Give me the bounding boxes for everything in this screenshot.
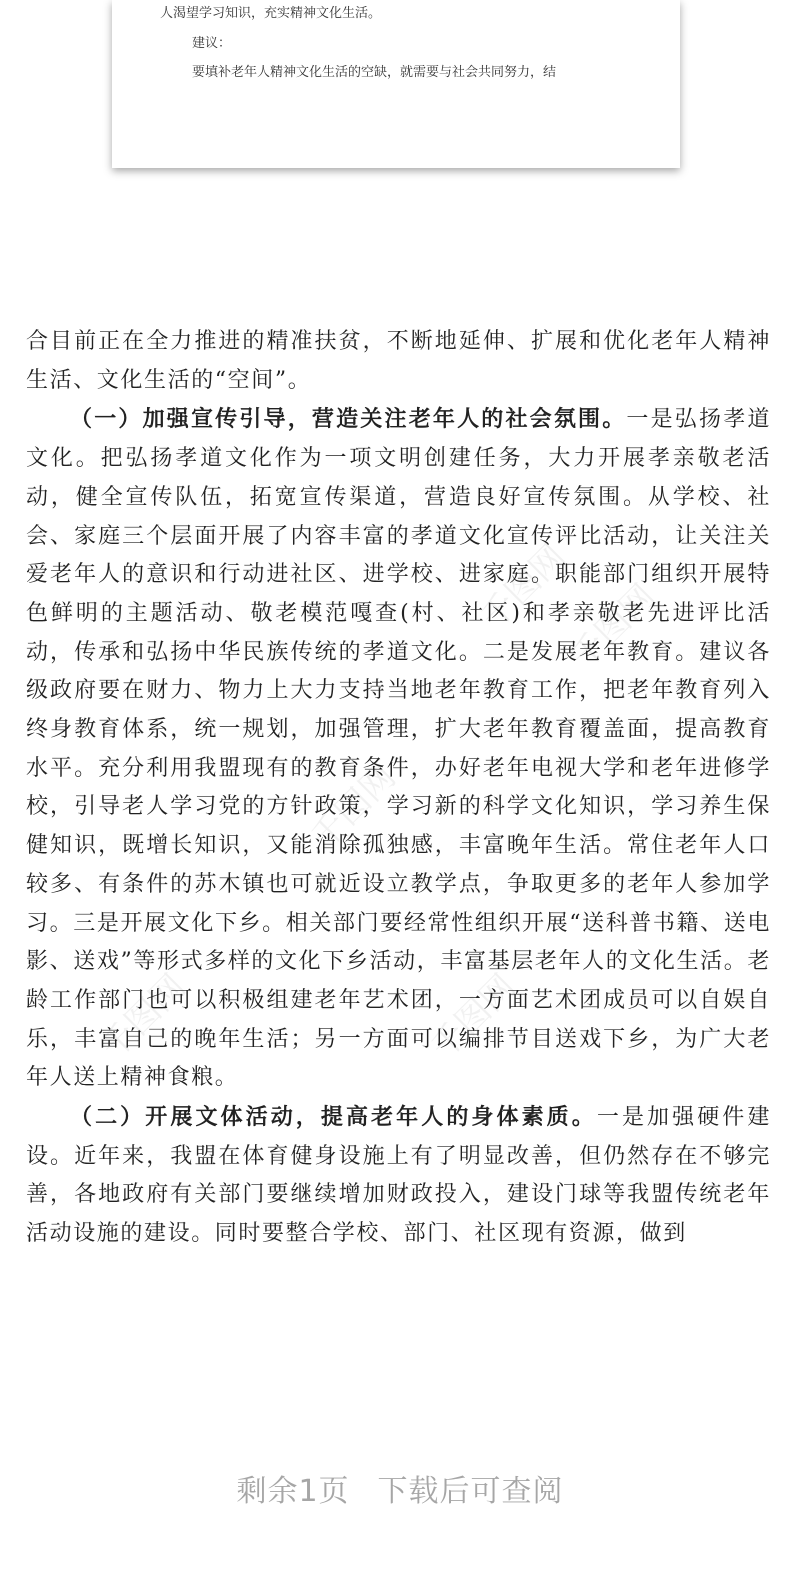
- paragraph-text: 一是加强硬件建设。近年来，我盟在体育健身设施上有了明显改善，但仍然存在不够完善，各地政府有关部门要继续增加财政投入，建设门球等我盟传统老年活动设施的建设。同时要整合学校、部门、社区现有资源，做到: [26, 1105, 771, 1247]
- watermark-logo: 千图网: [473, 536, 574, 638]
- preview-line: 人渴望学习知识，充实精神文化生活。: [160, 6, 382, 21]
- document-paragraph: [26, 1098, 771, 1254]
- remaining-pages-label: 剩余1页: [236, 1474, 350, 1509]
- document-paragraph: 合目前正在全力推进的精准扶贫，不断地延伸、扩展和优化老年人精神生活、文化生活的“空间”。: [26, 329, 771, 393]
- watermark-logo: 千图网: [423, 966, 524, 1068]
- preview-line: 建议：: [192, 36, 232, 51]
- document-page: [26, 323, 771, 1254]
- watermark-logo: 千图网: [93, 966, 194, 1068]
- download-prompt[interactable]: [0, 1466, 800, 1510]
- paragraph-text: 一是弘扬孝道文化。把弘扬孝道文化作为一项文明创建任务，大力开展孝亲敬老活动，健全宣传队伍，拓宽宣传渠道，营造良好宣传氛围。从学校、社会、家庭三个层面开展了内容丰富的孝道文化宣传评比活动，让关注关爱老年人的意识和行动进社区、进学校、进家庭。职能部门组织开展特色鲜明的主题活动、敬老模范嘎查(村、社区)和孝亲敬老先进评比活动，传承和弘扬中华民族传统的孝道文化。二是发展老年教育。建议各级政府要在财力、物力上大力支持当地老年教育工作，把老年教育列入终身教育体系，统一规划，加强管理，扩大老年教育覆盖面，提高教育水平。充分利用我盟现有的教育条件，办好老年电视大学和老年进修学校，引导老人学习党的方针政策，学习新的科学文化知识，学习养生保健知识，既增长知识，又能消除孤独感，丰富晚年生活。常住老年人口较多、有条件的苏木镇也可就近设立教学点，争取更多的老年人参加学习。三是开展文化下乡。相关部门要经常性组织开展“送科普书籍、送电影、送戏”等形式多样的文化下乡活动，丰富基层老年人的文化生活。老龄工作部门也可以积极组建老年艺术团，一方面艺术团成员可以自娱自乐，丰富自己的晚年生活；另一方面可以编排节目送戏下乡，为广大老年人送上精神食粮。: [26, 407, 771, 1091]
- watermark-logo: 千图网: [303, 756, 404, 858]
- section-heading: （一）加强宣传引导，营造关注老年人的社会氛围。: [70, 406, 627, 433]
- watermark-logo: 千图网: [563, 576, 664, 678]
- document-paragraph: [26, 400, 771, 1098]
- section-heading: （二）开展文体活动，提高老年人的身体素质。: [70, 1104, 597, 1131]
- download-to-view-label[interactable]: 下载后可查阅: [377, 1474, 564, 1509]
- preview-page-card: [112, 0, 680, 168]
- preview-line: 要填补老年人精神文化生活的空缺，就需要与社会共同努力，结: [192, 65, 557, 80]
